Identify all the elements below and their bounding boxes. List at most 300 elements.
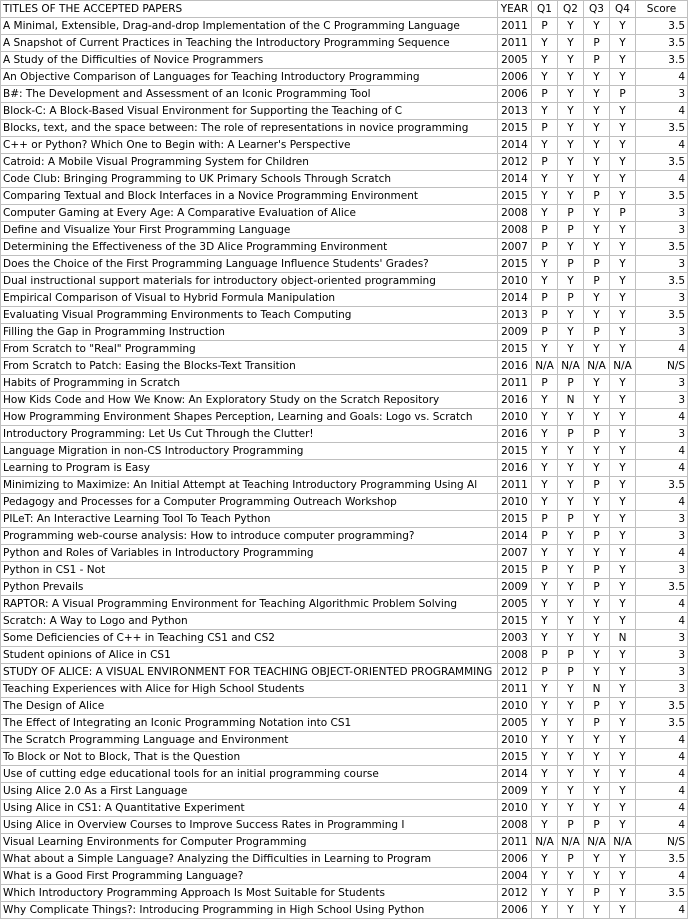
score-cell: 3.5 [636,273,688,290]
q1-cell: Y [532,800,558,817]
table-row [1,902,688,919]
q3-cell: Y [584,460,610,477]
q1-cell: Y [532,902,558,919]
table-row [1,545,688,562]
title-cell: An Objective Comparison of Languages for Teaching Introductory Programming [1,69,498,86]
year-cell: 2005 [498,52,532,69]
q2-cell: Y [558,630,584,647]
q2-cell: P [558,290,584,307]
table-row [1,375,688,392]
q3-cell: N [584,681,610,698]
q3-cell: Y [584,800,610,817]
q4-cell: P [610,86,636,103]
table-row [1,851,688,868]
title-cell: Using Alice in Overview Courses to Improve Success Rates in Programming I [1,817,498,834]
q1-cell: N/A [532,834,558,851]
q4-cell: Y [610,596,636,613]
score-cell: 3 [636,562,688,579]
q4-cell: Y [610,290,636,307]
q3-cell: Y [584,69,610,86]
q3-cell: P [584,885,610,902]
title-cell: Visual Learning Environments for Computer Programming [1,834,498,851]
q3-cell: Y [584,120,610,137]
q1-cell: P [532,562,558,579]
score-cell: 3.5 [636,579,688,596]
q4-cell: Y [610,375,636,392]
score-cell: 4 [636,103,688,120]
q4-cell: Y [610,35,636,52]
score-cell: 3 [636,375,688,392]
title-cell: Using Alice in CS1: A Quantitative Experiment [1,800,498,817]
year-cell: 2015 [498,613,532,630]
table-row [1,409,688,426]
score-cell: 4 [636,613,688,630]
year-cell: 2015 [498,341,532,358]
table-row [1,885,688,902]
table-row [1,154,688,171]
table-row [1,358,688,375]
q3-cell: P [584,715,610,732]
title-cell: STUDY OF ALICE: A VISUAL ENVIRONMENT FOR TEACHING OBJECT-ORIENTED PROGRAMMING [1,664,498,681]
q1-cell: P [532,511,558,528]
year-cell: 2015 [498,443,532,460]
q4-cell: Y [610,426,636,443]
q3-cell: Y [584,630,610,647]
q4-cell: Y [610,392,636,409]
table-row [1,35,688,52]
q2-cell: Y [558,545,584,562]
table-row [1,868,688,885]
score-cell: N/S [636,834,688,851]
title-cell: Define and Visualize Your First Programming Language [1,222,498,239]
year-cell: 2010 [498,698,532,715]
q3-cell: Y [584,222,610,239]
q4-cell: Y [610,154,636,171]
title-cell: A Study of the Difficulties of Novice Programmers [1,52,498,69]
year-cell: 2015 [498,188,532,205]
q2-cell: Y [558,324,584,341]
table-row [1,307,688,324]
year-cell: 2007 [498,239,532,256]
q4-cell: N [610,630,636,647]
year-cell: 2009 [498,579,532,596]
score-cell: 3.5 [636,35,688,52]
q2-cell: Y [558,681,584,698]
score-cell: 4 [636,868,688,885]
year-cell: 2006 [498,86,532,103]
year-cell: 2012 [498,885,532,902]
q3-cell: Y [584,341,610,358]
q4-cell: Y [610,885,636,902]
header-score: Score [636,1,688,18]
q3-cell: P [584,817,610,834]
year-cell: 2014 [498,290,532,307]
q4-cell: Y [610,766,636,783]
title-cell: How Programming Environment Shapes Perception, Learning and Goals: Logo vs. Scratch [1,409,498,426]
q4-cell: Y [610,103,636,120]
q2-cell: Y [558,307,584,324]
q1-cell: Y [532,613,558,630]
table-row [1,681,688,698]
q4-cell: Y [610,545,636,562]
q1-cell: P [532,290,558,307]
q2-cell: Y [558,868,584,885]
header-q2: Q2 [558,1,584,18]
year-cell: 2015 [498,749,532,766]
table-body [1,18,688,919]
q2-cell: P [558,664,584,681]
score-cell: 4 [636,732,688,749]
q2-cell: Y [558,443,584,460]
title-cell: The Effect of Integrating an Iconic Programming Notation into CS1 [1,715,498,732]
q3-cell: Y [584,749,610,766]
score-cell: 4 [636,460,688,477]
title-cell: To Block or Not to Block, That is the Question [1,749,498,766]
q4-cell: Y [610,562,636,579]
year-cell: 2016 [498,358,532,375]
q4-cell: Y [610,698,636,715]
q2-cell: N [558,392,584,409]
year-cell: 2010 [498,273,532,290]
year-cell: 2013 [498,307,532,324]
title-cell: From Scratch to "Real" Programming [1,341,498,358]
q3-cell: Y [584,868,610,885]
year-cell: 2005 [498,596,532,613]
year-cell: 2010 [498,800,532,817]
q2-cell: Y [558,885,584,902]
header-q1: Q1 [532,1,558,18]
q1-cell: Y [532,273,558,290]
title-cell: Python and Roles of Variables in Introductory Programming [1,545,498,562]
table-row [1,205,688,222]
q1-cell: Y [532,579,558,596]
q4-cell: Y [610,307,636,324]
year-cell: 2011 [498,18,532,35]
q2-cell: P [558,426,584,443]
q4-cell: Y [610,324,636,341]
table-row [1,528,688,545]
score-cell: 4 [636,596,688,613]
score-cell: 3 [636,511,688,528]
title-cell: Catroid: A Mobile Visual Programming System for Children [1,154,498,171]
header-q4: Q4 [610,1,636,18]
q1-cell: Y [532,341,558,358]
score-cell: 3.5 [636,698,688,715]
q2-cell: Y [558,715,584,732]
title-cell: Computer Gaming at Every Age: A Comparative Evaluation of Alice [1,205,498,222]
year-cell: 2012 [498,154,532,171]
q3-cell: Y [584,511,610,528]
year-cell: 2016 [498,426,532,443]
q3-cell: P [584,579,610,596]
year-cell: 2008 [498,205,532,222]
score-cell: 4 [636,545,688,562]
table-row [1,579,688,596]
year-cell: 2012 [498,664,532,681]
table-row [1,86,688,103]
header-q3: Q3 [584,1,610,18]
title-cell: Evaluating Visual Programming Environments to Teach Computing [1,307,498,324]
q3-cell: Y [584,545,610,562]
q1-cell: Y [532,868,558,885]
q2-cell: P [558,647,584,664]
q2-cell: Y [558,273,584,290]
table-row [1,290,688,307]
title-cell: PILeT: An Interactive Learning Tool To Teach Python [1,511,498,528]
year-cell: 2006 [498,69,532,86]
q2-cell: Y [558,579,584,596]
year-cell: 2011 [498,834,532,851]
q1-cell: Y [532,188,558,205]
q2-cell: Y [558,18,584,35]
score-cell: 3 [636,86,688,103]
table-row [1,341,688,358]
q1-cell: Y [532,205,558,222]
table-row [1,392,688,409]
q4-cell: Y [610,341,636,358]
score-cell: 4 [636,341,688,358]
q2-cell: Y [558,52,584,69]
q1-cell: Y [532,885,558,902]
q3-cell: Y [584,596,610,613]
table-row [1,817,688,834]
q4-cell: P [610,205,636,222]
score-cell: 3.5 [636,52,688,69]
q4-cell: Y [610,902,636,919]
title-cell: Filling the Gap in Programming Instruction [1,324,498,341]
q1-cell: Y [532,392,558,409]
header-year: YEAR [498,1,532,18]
title-cell: Which Introductory Programming Approach Is Most Suitable for Students [1,885,498,902]
q1-cell: Y [532,732,558,749]
table-row [1,273,688,290]
q2-cell: Y [558,528,584,545]
score-cell: 3.5 [636,154,688,171]
q2-cell: Y [558,477,584,494]
q4-cell: Y [610,579,636,596]
title-cell: A Snapshot of Current Practices in Teaching the Introductory Programming Sequence [1,35,498,52]
q4-cell: Y [610,443,636,460]
q3-cell: Y [584,664,610,681]
table-row [1,120,688,137]
q4-cell: Y [610,18,636,35]
title-cell: Minimizing to Maximize: An Initial Attempt at Teaching Introductory Programming Using Al [1,477,498,494]
table-row [1,171,688,188]
q4-cell: Y [610,613,636,630]
q3-cell: P [584,35,610,52]
year-cell: 2011 [498,35,532,52]
q1-cell: Y [532,52,558,69]
q3-cell: Y [584,409,610,426]
title-cell: Language Migration in non-CS Introductory Programming [1,443,498,460]
q3-cell: Y [584,171,610,188]
q2-cell: Y [558,35,584,52]
q4-cell: Y [610,120,636,137]
table-row [1,613,688,630]
year-cell: 2010 [498,732,532,749]
q3-cell: Y [584,205,610,222]
q3-cell: Y [584,766,610,783]
score-cell: N/S [636,358,688,375]
score-cell: 3 [636,664,688,681]
q1-cell: Y [532,426,558,443]
score-cell: 3.5 [636,18,688,35]
q3-cell: P [584,426,610,443]
score-cell: 4 [636,443,688,460]
score-cell: 3.5 [636,477,688,494]
title-cell: Empirical Comparison of Visual to Hybrid Formula Manipulation [1,290,498,307]
title-cell: From Scratch to Patch: Easing the Blocks-Text Transition [1,358,498,375]
q3-cell: Y [584,647,610,664]
q2-cell: Y [558,749,584,766]
table-row [1,511,688,528]
q4-cell: Y [610,732,636,749]
q4-cell: Y [610,273,636,290]
q2-cell: Y [558,239,584,256]
q1-cell: P [532,375,558,392]
q4-cell: N/A [610,834,636,851]
table-row [1,715,688,732]
q1-cell: Y [532,477,558,494]
q4-cell: Y [610,715,636,732]
q2-cell: Y [558,460,584,477]
q1-cell: Y [532,460,558,477]
q2-cell: Y [558,783,584,800]
q4-cell: Y [610,494,636,511]
table-row [1,698,688,715]
table-row [1,494,688,511]
q1-cell: Y [532,681,558,698]
score-cell: 3 [636,426,688,443]
q1-cell: Y [532,783,558,800]
q1-cell: P [532,664,558,681]
q3-cell: Y [584,154,610,171]
title-cell: What is a Good First Programming Language? [1,868,498,885]
q3-cell: Y [584,18,610,35]
score-cell: 3.5 [636,715,688,732]
title-cell: Pedagogy and Processes for a Computer Programming Outreach Workshop [1,494,498,511]
q1-cell: Y [532,715,558,732]
score-cell: 4 [636,749,688,766]
q4-cell: Y [610,477,636,494]
q4-cell: Y [610,188,636,205]
table-row [1,664,688,681]
q3-cell: P [584,273,610,290]
q4-cell: Y [610,511,636,528]
q2-cell: P [558,375,584,392]
table-row [1,783,688,800]
table-row [1,256,688,273]
title-cell: Why Complicate Things?: Introducing Programming in High School Using Python [1,902,498,919]
year-cell: 2013 [498,103,532,120]
q2-cell: P [558,256,584,273]
table-row [1,630,688,647]
q4-cell: Y [610,851,636,868]
year-cell: 2008 [498,817,532,834]
score-cell: 4 [636,494,688,511]
q1-cell: Y [532,817,558,834]
q1-cell: P [532,324,558,341]
table-row [1,222,688,239]
table-row [1,732,688,749]
title-cell: Code Club: Bringing Programming to UK Primary Schools Through Scratch [1,171,498,188]
q1-cell: Y [532,630,558,647]
q2-cell: Y [558,154,584,171]
year-cell: 2011 [498,375,532,392]
q2-cell: Y [558,613,584,630]
title-cell: Python in CS1 - Not [1,562,498,579]
q3-cell: Y [584,375,610,392]
q2-cell: Y [558,171,584,188]
title-cell: RAPTOR: A Visual Programming Environment for Teaching Algorithmic Problem Solving [1,596,498,613]
table-row [1,562,688,579]
q2-cell: P [558,511,584,528]
q3-cell: Y [584,732,610,749]
q2-cell: Y [558,409,584,426]
title-cell: Some Deficiencies of C++ in Teaching CS1 and CS2 [1,630,498,647]
year-cell: 2006 [498,902,532,919]
q3-cell: P [584,562,610,579]
q4-cell: Y [610,460,636,477]
table-row [1,647,688,664]
q3-cell: Y [584,392,610,409]
title-cell: Habits of Programming in Scratch [1,375,498,392]
q2-cell: Y [558,562,584,579]
q2-cell: Y [558,137,584,154]
year-cell: 2009 [498,324,532,341]
title-cell: B#: The Development and Assessment of an Iconic Programming Tool [1,86,498,103]
q3-cell: Y [584,613,610,630]
q1-cell: N/A [532,358,558,375]
q3-cell: Y [584,494,610,511]
q2-cell: Y [558,120,584,137]
table-row [1,596,688,613]
title-cell: Comparing Textual and Block Interfaces in a Novice Programming Environment [1,188,498,205]
q1-cell: P [532,307,558,324]
year-cell: 2015 [498,511,532,528]
header-title: TITLES OF THE ACCEPTED PAPERS [1,1,498,18]
q4-cell: Y [610,868,636,885]
year-cell: 2011 [498,681,532,698]
title-cell: Python Prevails [1,579,498,596]
q1-cell: P [532,647,558,664]
q3-cell: P [584,477,610,494]
q4-cell: Y [610,239,636,256]
score-cell: 3 [636,647,688,664]
score-cell: 3 [636,205,688,222]
score-cell: 3.5 [636,851,688,868]
q1-cell: Y [532,766,558,783]
score-cell: 3.5 [636,188,688,205]
year-cell: 2015 [498,120,532,137]
score-cell: 4 [636,902,688,919]
year-cell: 2005 [498,715,532,732]
title-cell: Programming web-course analysis: How to introduce computer programming? [1,528,498,545]
q1-cell: Y [532,35,558,52]
title-cell: Does the Choice of the First Programming Language Influence Students' Grades? [1,256,498,273]
table-row [1,239,688,256]
q2-cell: Y [558,902,584,919]
title-cell: Teaching Experiences with Alice for High School Students [1,681,498,698]
score-cell: 3 [636,681,688,698]
q1-cell: P [532,154,558,171]
score-cell: 3 [636,528,688,545]
score-cell: 3 [636,324,688,341]
q4-cell: Y [610,171,636,188]
q1-cell: Y [532,698,558,715]
score-cell: 4 [636,171,688,188]
year-cell: 2003 [498,630,532,647]
